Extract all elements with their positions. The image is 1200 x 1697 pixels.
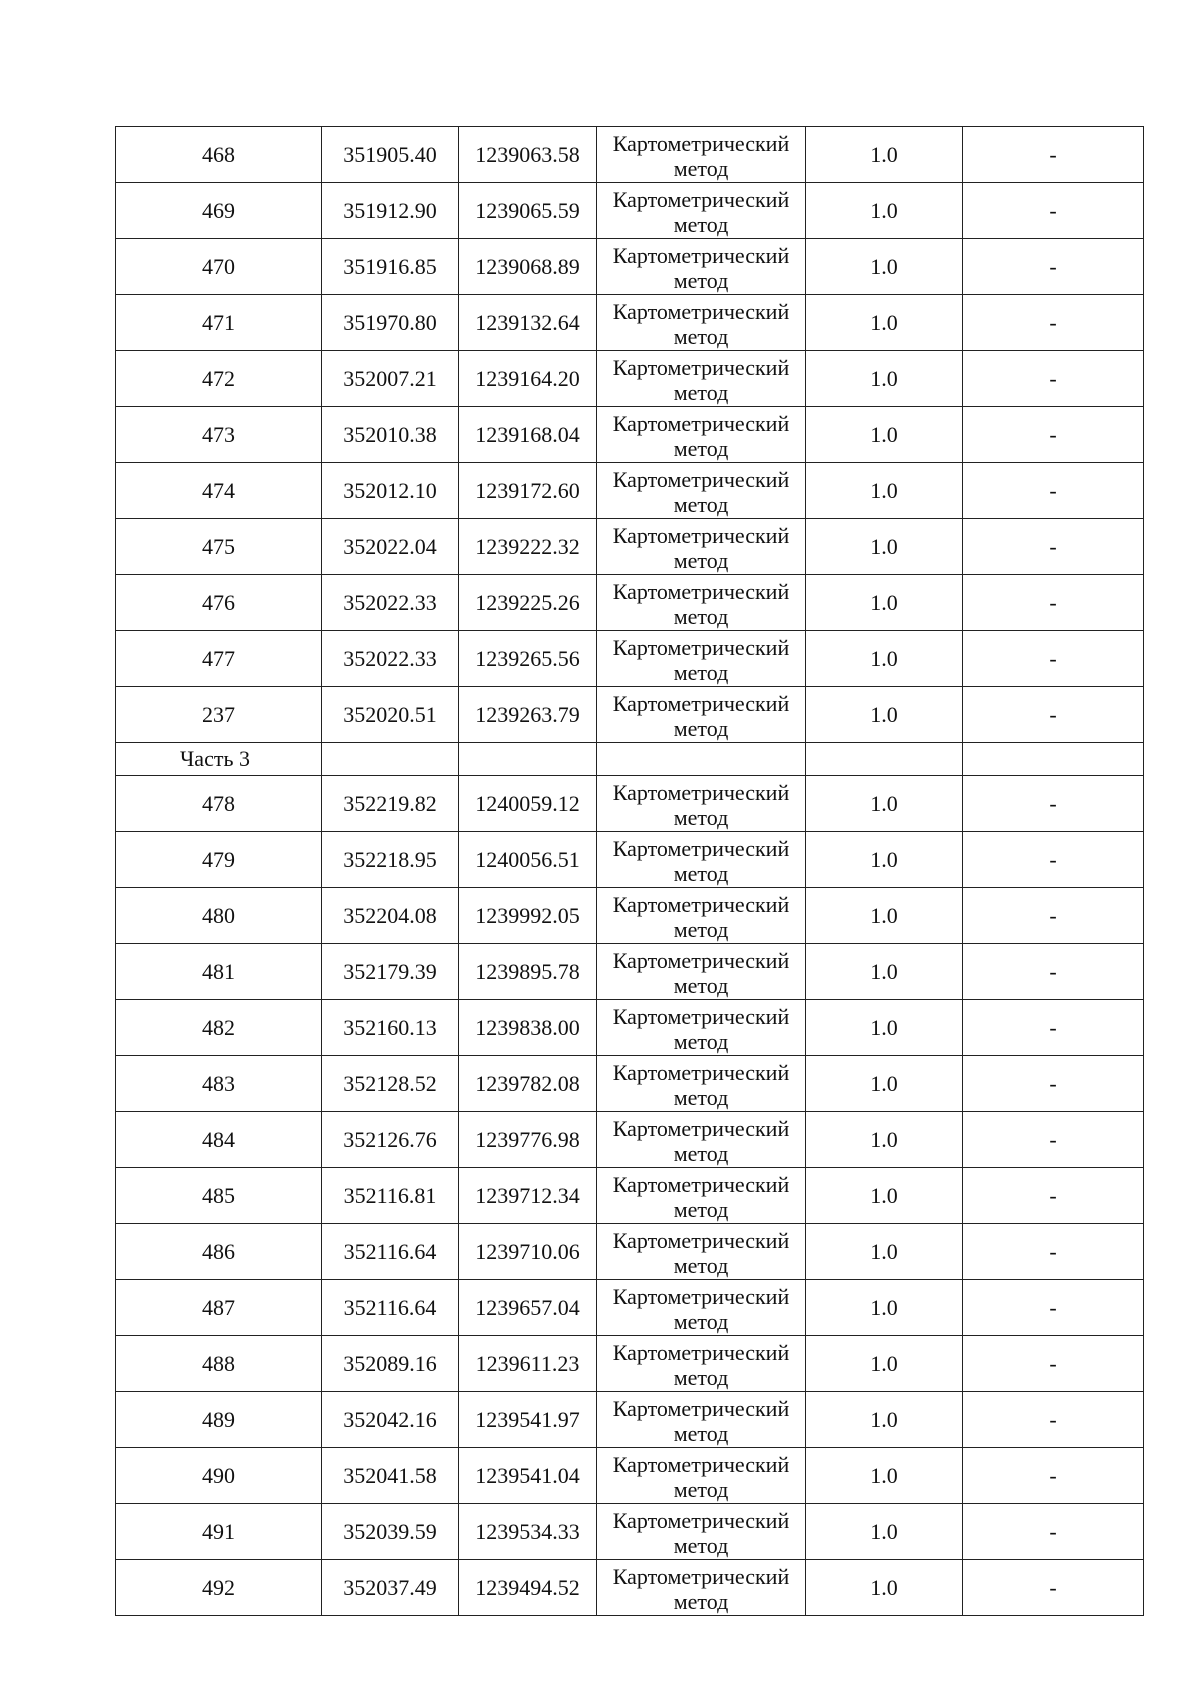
note-cell: - — [963, 1504, 1144, 1560]
x-coordinate-cell: 352042.16 — [322, 1392, 459, 1448]
table-row — [116, 1224, 1144, 1280]
accuracy-cell: 1.0 — [806, 1336, 963, 1392]
table-row — [116, 1280, 1144, 1336]
method-line-2: метод — [673, 267, 729, 293]
y-coordinate-cell: 1240059.12 — [459, 776, 597, 832]
table-row — [116, 1504, 1144, 1560]
x-coordinate-cell: 351970.80 — [322, 295, 459, 351]
method-cell — [597, 1168, 806, 1224]
method-cell — [597, 631, 806, 687]
method-cell — [597, 1504, 806, 1560]
accuracy-cell: 1.0 — [806, 888, 963, 944]
method-cell — [597, 575, 806, 631]
x-coordinate-cell: 352204.08 — [322, 888, 459, 944]
y-coordinate-cell: 1239710.06 — [459, 1224, 597, 1280]
table-row — [116, 832, 1144, 888]
y-coordinate-cell: 1239534.33 — [459, 1504, 597, 1560]
y-coordinate-cell: 1239132.64 — [459, 295, 597, 351]
y-coordinate-cell: 1239541.04 — [459, 1448, 597, 1504]
point-number-cell: 488 — [116, 1336, 322, 1392]
note-cell: - — [963, 127, 1144, 183]
y-coordinate-cell: 1239992.05 — [459, 888, 597, 944]
method-line-1: Картометрический — [612, 410, 790, 436]
section-row — [116, 743, 1144, 776]
method-cell — [597, 1000, 806, 1056]
accuracy-cell: 1.0 — [806, 575, 963, 631]
method-cell — [597, 888, 806, 944]
method-line-2: метод — [673, 435, 729, 461]
x-coordinate-cell: 352116.81 — [322, 1168, 459, 1224]
y-coordinate-cell: 1239263.79 — [459, 687, 597, 743]
note-cell: - — [963, 351, 1144, 407]
method-line-1: Картометрический — [612, 1115, 790, 1141]
method-cell — [597, 183, 806, 239]
y-coordinate-cell: 1239168.04 — [459, 407, 597, 463]
table-row — [116, 127, 1144, 183]
method-cell — [597, 1112, 806, 1168]
table-row — [116, 1392, 1144, 1448]
y-coordinate-cell: 1239782.08 — [459, 1056, 597, 1112]
method-line-1: Картометрический — [612, 779, 790, 805]
accuracy-cell: 1.0 — [806, 463, 963, 519]
method-line-1: Картометрический — [612, 690, 790, 716]
method-cell — [597, 1056, 806, 1112]
method-cell — [597, 463, 806, 519]
point-number-cell: 472 — [116, 351, 322, 407]
x-coordinate-cell: 352219.82 — [322, 776, 459, 832]
point-number-cell: 489 — [116, 1392, 322, 1448]
table-row — [116, 575, 1144, 631]
x-coordinate-cell: 352022.33 — [322, 631, 459, 687]
accuracy-cell: 1.0 — [806, 407, 963, 463]
method-cell — [597, 1560, 806, 1616]
method-line-1: Картометрический — [612, 947, 790, 973]
method-cell — [597, 239, 806, 295]
method-line-1: Картометрический — [612, 1227, 790, 1253]
y-coordinate-cell: 1239065.59 — [459, 183, 597, 239]
method-cell — [597, 351, 806, 407]
table-row — [116, 239, 1144, 295]
accuracy-cell: 1.0 — [806, 295, 963, 351]
point-number-cell: 485 — [116, 1168, 322, 1224]
y-coordinate-cell: 1239222.32 — [459, 519, 597, 575]
accuracy-cell: 1.0 — [806, 1504, 963, 1560]
method-line-2: метод — [673, 155, 729, 181]
y-coordinate-cell: 1239657.04 — [459, 1280, 597, 1336]
accuracy-cell: 1.0 — [806, 519, 963, 575]
method-cell — [597, 1392, 806, 1448]
method-line-2: метод — [673, 379, 729, 405]
note-cell: - — [963, 295, 1144, 351]
table-row — [116, 1168, 1144, 1224]
point-number-cell: 468 — [116, 127, 322, 183]
accuracy-cell: 1.0 — [806, 776, 963, 832]
note-cell: - — [963, 1056, 1144, 1112]
point-number-cell: 469 — [116, 183, 322, 239]
method-line-2: метод — [673, 1028, 729, 1054]
method-line-2: метод — [673, 1084, 729, 1110]
method-line-2: метод — [673, 491, 729, 517]
point-number-cell: 237 — [116, 687, 322, 743]
x-coordinate-cell: 352128.52 — [322, 1056, 459, 1112]
note-cell: - — [963, 1392, 1144, 1448]
note-cell: - — [963, 1560, 1144, 1616]
y-coordinate-cell: 1239063.58 — [459, 127, 597, 183]
method-line-1: Картометрический — [612, 1451, 790, 1477]
point-number-cell: 473 — [116, 407, 322, 463]
note-cell: - — [963, 687, 1144, 743]
method-line-2: метод — [673, 1532, 729, 1558]
coordinates-table-body — [116, 127, 1144, 1616]
method-line-1: Картометрический — [612, 1395, 790, 1421]
x-coordinate-cell: 352010.38 — [322, 407, 459, 463]
accuracy-cell: 1.0 — [806, 127, 963, 183]
accuracy-cell: 1.0 — [806, 183, 963, 239]
note-cell: - — [963, 832, 1144, 888]
accuracy-cell: 1.0 — [806, 1112, 963, 1168]
y-coordinate-cell: 1239172.60 — [459, 463, 597, 519]
accuracy-cell: 1.0 — [806, 1056, 963, 1112]
method-line-2: метод — [673, 1420, 729, 1446]
point-number-cell: 475 — [116, 519, 322, 575]
method-cell — [597, 295, 806, 351]
x-coordinate-cell: 352037.49 — [322, 1560, 459, 1616]
note-cell: - — [963, 407, 1144, 463]
accuracy-cell: 1.0 — [806, 687, 963, 743]
accuracy-cell: 1.0 — [806, 1448, 963, 1504]
method-line-1: Картометрический — [612, 891, 790, 917]
y-coordinate-cell: 1239541.97 — [459, 1392, 597, 1448]
x-coordinate-cell: 352012.10 — [322, 463, 459, 519]
accuracy-cell: 1.0 — [806, 1560, 963, 1616]
method-cell — [597, 1224, 806, 1280]
method-line-2: метод — [673, 972, 729, 998]
point-number-cell: 477 — [116, 631, 322, 687]
method-line-1: Картометрический — [612, 466, 790, 492]
x-coordinate-cell: 352126.76 — [322, 1112, 459, 1168]
note-cell: - — [963, 776, 1144, 832]
table-row — [116, 944, 1144, 1000]
x-coordinate-cell: 352022.04 — [322, 519, 459, 575]
method-line-2: метод — [673, 211, 729, 237]
table-row — [116, 1448, 1144, 1504]
method-line-2: метод — [673, 1196, 729, 1222]
method-line-1: Картометрический — [612, 186, 790, 212]
y-coordinate-cell: 1239611.23 — [459, 1336, 597, 1392]
table-row — [116, 1336, 1144, 1392]
table-row — [116, 295, 1144, 351]
table-row — [116, 183, 1144, 239]
note-cell: - — [963, 1448, 1144, 1504]
method-line-2: метод — [673, 860, 729, 886]
note-cell: - — [963, 1280, 1144, 1336]
note-cell: - — [963, 1224, 1144, 1280]
point-number-cell: 491 — [116, 1504, 322, 1560]
point-number-cell: 470 — [116, 239, 322, 295]
point-number-cell: 486 — [116, 1224, 322, 1280]
method-line-2: метод — [673, 1140, 729, 1166]
method-cell — [597, 1448, 806, 1504]
table-row — [116, 1560, 1144, 1616]
accuracy-cell: 1.0 — [806, 1280, 963, 1336]
x-coordinate-cell: 351916.85 — [322, 239, 459, 295]
method-cell — [597, 519, 806, 575]
empty-cell — [322, 743, 459, 776]
coordinates-table — [115, 126, 1144, 1616]
method-cell — [597, 687, 806, 743]
method-line-1: Картометрический — [612, 522, 790, 548]
note-cell: - — [963, 1112, 1144, 1168]
table-row — [116, 776, 1144, 832]
table-row — [116, 1112, 1144, 1168]
accuracy-cell: 1.0 — [806, 239, 963, 295]
method-line-2: метод — [673, 1252, 729, 1278]
accuracy-cell: 1.0 — [806, 1224, 963, 1280]
point-number-cell: 481 — [116, 944, 322, 1000]
accuracy-cell: 1.0 — [806, 1392, 963, 1448]
note-cell: - — [963, 519, 1144, 575]
x-coordinate-cell: 351905.40 — [322, 127, 459, 183]
method-line-1: Картометрический — [612, 130, 790, 156]
table-row — [116, 1056, 1144, 1112]
method-line-1: Картометрический — [612, 298, 790, 324]
point-number-cell: 484 — [116, 1112, 322, 1168]
y-coordinate-cell: 1239895.78 — [459, 944, 597, 1000]
method-line-2: метод — [673, 1364, 729, 1390]
x-coordinate-cell: 352007.21 — [322, 351, 459, 407]
table-row — [116, 407, 1144, 463]
x-coordinate-cell: 352116.64 — [322, 1280, 459, 1336]
x-coordinate-cell: 352218.95 — [322, 832, 459, 888]
note-cell: - — [963, 575, 1144, 631]
note-cell: - — [963, 1000, 1144, 1056]
section-label: Часть 3 — [116, 743, 322, 776]
accuracy-cell: 1.0 — [806, 1000, 963, 1056]
point-number-cell: 492 — [116, 1560, 322, 1616]
note-cell: - — [963, 888, 1144, 944]
empty-cell — [459, 743, 597, 776]
method-line-2: метод — [673, 715, 729, 741]
method-line-2: метод — [673, 1308, 729, 1334]
method-line-1: Картометрический — [612, 1339, 790, 1365]
note-cell: - — [963, 183, 1144, 239]
method-line-2: метод — [673, 659, 729, 685]
method-line-1: Картометрический — [612, 1171, 790, 1197]
point-number-cell: 478 — [116, 776, 322, 832]
method-cell — [597, 1280, 806, 1336]
table-row — [116, 1000, 1144, 1056]
point-number-cell: 480 — [116, 888, 322, 944]
method-line-2: метод — [673, 804, 729, 830]
y-coordinate-cell: 1239265.56 — [459, 631, 597, 687]
y-coordinate-cell: 1239776.98 — [459, 1112, 597, 1168]
empty-cell — [963, 743, 1144, 776]
method-line-1: Картометрический — [612, 1563, 790, 1589]
x-coordinate-cell: 352041.58 — [322, 1448, 459, 1504]
y-coordinate-cell: 1239838.00 — [459, 1000, 597, 1056]
y-coordinate-cell: 1239225.26 — [459, 575, 597, 631]
x-coordinate-cell: 352039.59 — [322, 1504, 459, 1560]
note-cell: - — [963, 631, 1144, 687]
method-cell — [597, 944, 806, 1000]
method-line-1: Картометрический — [612, 1507, 790, 1533]
table-row — [116, 463, 1144, 519]
method-cell — [597, 127, 806, 183]
method-line-2: метод — [673, 603, 729, 629]
method-line-1: Картометрический — [612, 1059, 790, 1085]
note-cell: - — [963, 1336, 1144, 1392]
point-number-cell: 471 — [116, 295, 322, 351]
accuracy-cell: 1.0 — [806, 1168, 963, 1224]
table-row — [116, 687, 1144, 743]
method-line-2: метод — [673, 1476, 729, 1502]
method-cell — [597, 776, 806, 832]
method-line-1: Картометрический — [612, 242, 790, 268]
empty-cell — [597, 743, 806, 776]
method-line-1: Картометрический — [612, 578, 790, 604]
point-number-cell: 474 — [116, 463, 322, 519]
method-line-2: метод — [673, 916, 729, 942]
table-row — [116, 888, 1144, 944]
point-number-cell: 487 — [116, 1280, 322, 1336]
y-coordinate-cell: 1240056.51 — [459, 832, 597, 888]
x-coordinate-cell: 352089.16 — [322, 1336, 459, 1392]
point-number-cell: 479 — [116, 832, 322, 888]
method-cell — [597, 832, 806, 888]
x-coordinate-cell: 352179.39 — [322, 944, 459, 1000]
point-number-cell: 490 — [116, 1448, 322, 1504]
x-coordinate-cell: 351912.90 — [322, 183, 459, 239]
method-line-1: Картометрический — [612, 835, 790, 861]
method-line-2: метод — [673, 323, 729, 349]
accuracy-cell: 1.0 — [806, 631, 963, 687]
table-row — [116, 631, 1144, 687]
note-cell: - — [963, 944, 1144, 1000]
y-coordinate-cell: 1239712.34 — [459, 1168, 597, 1224]
table-row — [116, 351, 1144, 407]
table-row — [116, 519, 1144, 575]
accuracy-cell: 1.0 — [806, 351, 963, 407]
accuracy-cell: 1.0 — [806, 944, 963, 1000]
point-number-cell: 483 — [116, 1056, 322, 1112]
y-coordinate-cell: 1239068.89 — [459, 239, 597, 295]
x-coordinate-cell: 352160.13 — [322, 1000, 459, 1056]
point-number-cell: 482 — [116, 1000, 322, 1056]
method-line-1: Картометрический — [612, 634, 790, 660]
x-coordinate-cell: 352116.64 — [322, 1224, 459, 1280]
point-number-cell: 476 — [116, 575, 322, 631]
note-cell: - — [963, 239, 1144, 295]
method-line-1: Картометрический — [612, 1003, 790, 1029]
accuracy-cell: 1.0 — [806, 832, 963, 888]
method-line-2: метод — [673, 547, 729, 573]
x-coordinate-cell: 352020.51 — [322, 687, 459, 743]
note-cell: - — [963, 463, 1144, 519]
x-coordinate-cell: 352022.33 — [322, 575, 459, 631]
method-line-2: метод — [673, 1588, 729, 1614]
method-line-1: Картометрический — [612, 354, 790, 380]
y-coordinate-cell: 1239494.52 — [459, 1560, 597, 1616]
method-cell — [597, 407, 806, 463]
method-cell — [597, 1336, 806, 1392]
empty-cell — [806, 743, 963, 776]
method-line-1: Картометрический — [612, 1283, 790, 1309]
note-cell: - — [963, 1168, 1144, 1224]
y-coordinate-cell: 1239164.20 — [459, 351, 597, 407]
